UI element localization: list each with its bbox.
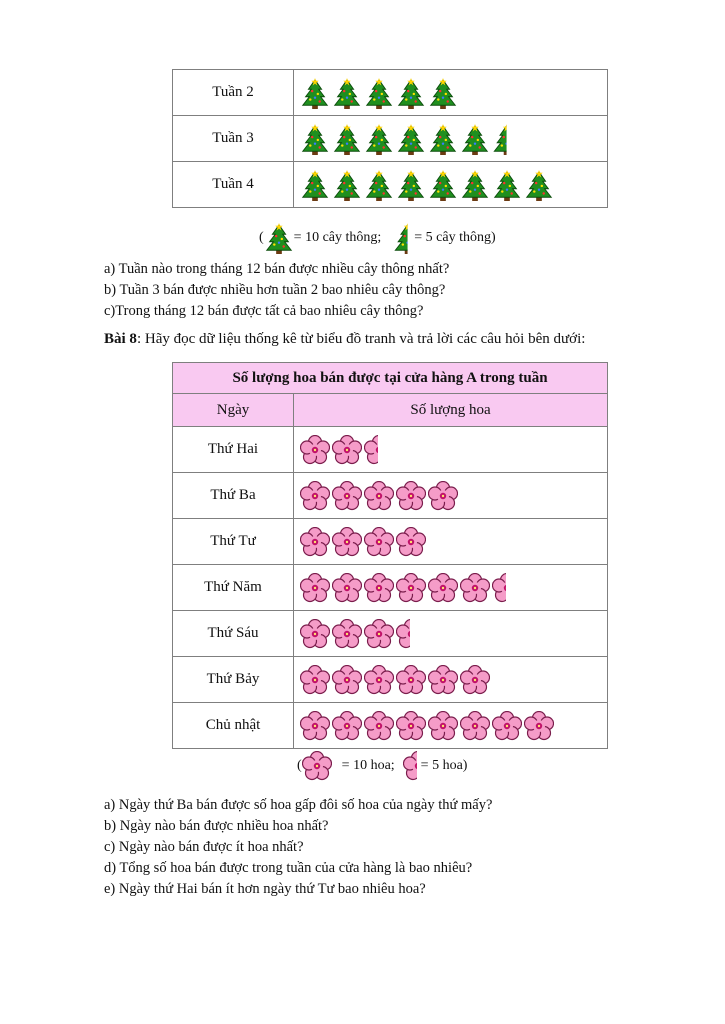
table-row bbox=[173, 519, 608, 565]
tree-icons bbox=[300, 169, 607, 201]
flower-icon bbox=[332, 573, 362, 603]
flower-icons bbox=[300, 665, 607, 695]
day-label: Thứ Bảy bbox=[173, 657, 294, 703]
flower-icons bbox=[300, 435, 607, 465]
tree-legend: ( = 10 cây thông; = 5 cây thông) bbox=[259, 222, 496, 254]
table-row bbox=[173, 611, 608, 657]
tree-icon bbox=[332, 123, 362, 155]
flower-icon bbox=[332, 711, 362, 741]
tree-icon bbox=[364, 169, 394, 201]
flower-icon bbox=[300, 481, 330, 511]
flower-icon bbox=[524, 711, 554, 741]
flower-icon bbox=[428, 711, 458, 741]
flower-icon bbox=[428, 665, 458, 695]
flower-icon bbox=[396, 665, 426, 695]
question-a: a) Ngày thứ Ba bán được số hoa gấp đôi số hoa của ngày thứ mấy? bbox=[104, 797, 493, 813]
flower-icon bbox=[428, 573, 458, 603]
half-flower-icon bbox=[403, 751, 417, 781]
tree-icon bbox=[300, 77, 330, 109]
flower-icon bbox=[396, 573, 426, 603]
flower-icon bbox=[302, 751, 332, 781]
week-label: Tuần 4 bbox=[173, 162, 294, 208]
question-b: b) Ngày nào bán được nhiều hoa nhất? bbox=[104, 818, 329, 834]
tree-icon bbox=[364, 77, 394, 109]
tree-icons bbox=[300, 123, 607, 155]
day-label: Thứ Năm bbox=[173, 565, 294, 611]
flower-icon bbox=[364, 481, 394, 511]
flower-icon bbox=[364, 573, 394, 603]
tree-icon bbox=[264, 222, 294, 254]
tree-icon bbox=[428, 77, 458, 109]
flower-icon bbox=[300, 619, 330, 649]
table-row bbox=[173, 116, 608, 162]
day-label: Thứ Tư bbox=[173, 519, 294, 565]
flower-icon bbox=[364, 527, 394, 557]
table-row bbox=[173, 657, 608, 703]
day-label: Thứ Hai bbox=[173, 427, 294, 473]
table-row bbox=[173, 565, 608, 611]
tree-icon bbox=[364, 123, 394, 155]
table-title: Số lượng hoa bán được tại cửa hàng A trong tuần bbox=[173, 363, 608, 394]
table-row bbox=[173, 70, 608, 116]
day-label: Chủ nhật bbox=[173, 703, 294, 749]
flower-icon bbox=[492, 711, 522, 741]
question-a: a) Tuần nào trong tháng 12 bán được nhiều cây thông nhất? bbox=[104, 261, 450, 277]
tree-icon bbox=[332, 169, 362, 201]
question-d: d) Tổng số hoa bán được trong tuần của cửa hàng là bao nhiêu? bbox=[104, 860, 473, 876]
tree-icon bbox=[524, 169, 554, 201]
table-row bbox=[173, 162, 608, 208]
flower-icon bbox=[460, 665, 490, 695]
flower-icon bbox=[364, 711, 394, 741]
table-row bbox=[173, 703, 608, 749]
flower-legend: ( = 10 hoa; = 5 hoa) bbox=[297, 751, 467, 781]
half-flower-icon bbox=[364, 435, 378, 465]
half-tree-icon bbox=[393, 222, 408, 254]
question-c: c) Ngày nào bán được ít hoa nhất? bbox=[104, 839, 304, 855]
flower-icon bbox=[300, 711, 330, 741]
question-e: e) Ngày thứ Hai bán ít hơn ngày thứ Tư bao nhiêu hoa? bbox=[104, 881, 426, 897]
tree-icon bbox=[300, 123, 330, 155]
flower-icon bbox=[460, 573, 490, 603]
flower-icon bbox=[364, 665, 394, 695]
half-flower-icon bbox=[396, 619, 410, 649]
flower-icon bbox=[300, 573, 330, 603]
flower-icon bbox=[396, 481, 426, 511]
flower-icon bbox=[332, 481, 362, 511]
tree-icon bbox=[396, 123, 426, 155]
flower-icon bbox=[300, 527, 330, 557]
week-label: Tuần 3 bbox=[173, 116, 294, 162]
tree-icon bbox=[460, 169, 490, 201]
flower-icons bbox=[300, 619, 607, 649]
question-b: b) Tuần 3 bán được nhiều hơn tuần 2 bao nhiêu cây thông? bbox=[104, 282, 446, 298]
column-header-day: Ngày bbox=[173, 394, 294, 427]
table-header-row bbox=[173, 394, 608, 427]
tree-icon bbox=[396, 169, 426, 201]
tree-icon bbox=[460, 123, 490, 155]
half-flower-icon bbox=[492, 573, 506, 603]
day-label: Thứ Sáu bbox=[173, 611, 294, 657]
table-row bbox=[173, 473, 608, 519]
flower-icon bbox=[396, 527, 426, 557]
flower-icon bbox=[428, 481, 458, 511]
flower-icons bbox=[300, 711, 607, 741]
flower-icons bbox=[300, 573, 607, 603]
table-row bbox=[173, 427, 608, 473]
column-header-count: Số lượng hoa bbox=[294, 394, 608, 427]
flower-icon bbox=[300, 435, 330, 465]
tree-icon bbox=[300, 169, 330, 201]
flower-icon bbox=[332, 527, 362, 557]
half-tree-icon bbox=[492, 123, 507, 155]
flower-icons bbox=[300, 481, 607, 511]
tree-icon bbox=[332, 77, 362, 109]
tree-icon bbox=[492, 169, 522, 201]
tree-icon bbox=[428, 123, 458, 155]
tree-icon bbox=[428, 169, 458, 201]
question-c: c)Trong tháng 12 bán được tất cả bao nhiêu cây thông? bbox=[104, 303, 424, 319]
tree-icon bbox=[396, 77, 426, 109]
week-label: Tuần 2 bbox=[173, 70, 294, 116]
flower-icon bbox=[396, 711, 426, 741]
flower-icons bbox=[300, 527, 607, 557]
table-title-row bbox=[173, 363, 608, 394]
day-label: Thứ Ba bbox=[173, 473, 294, 519]
flower-icon bbox=[332, 435, 362, 465]
tree-icons bbox=[300, 77, 607, 109]
flower-icon bbox=[300, 665, 330, 695]
flower-icon bbox=[332, 665, 362, 695]
exercise-heading: Bài 8: Hãy đọc dữ liệu thống kê từ biểu đồ tranh và trả lời các câu hỏi bên dưới: bbox=[104, 331, 586, 347]
flower-icon bbox=[332, 619, 362, 649]
flower-icon bbox=[460, 711, 490, 741]
tree-pictogram-table bbox=[172, 69, 608, 208]
flower-icon bbox=[364, 619, 394, 649]
flower-pictogram-table bbox=[172, 362, 608, 749]
